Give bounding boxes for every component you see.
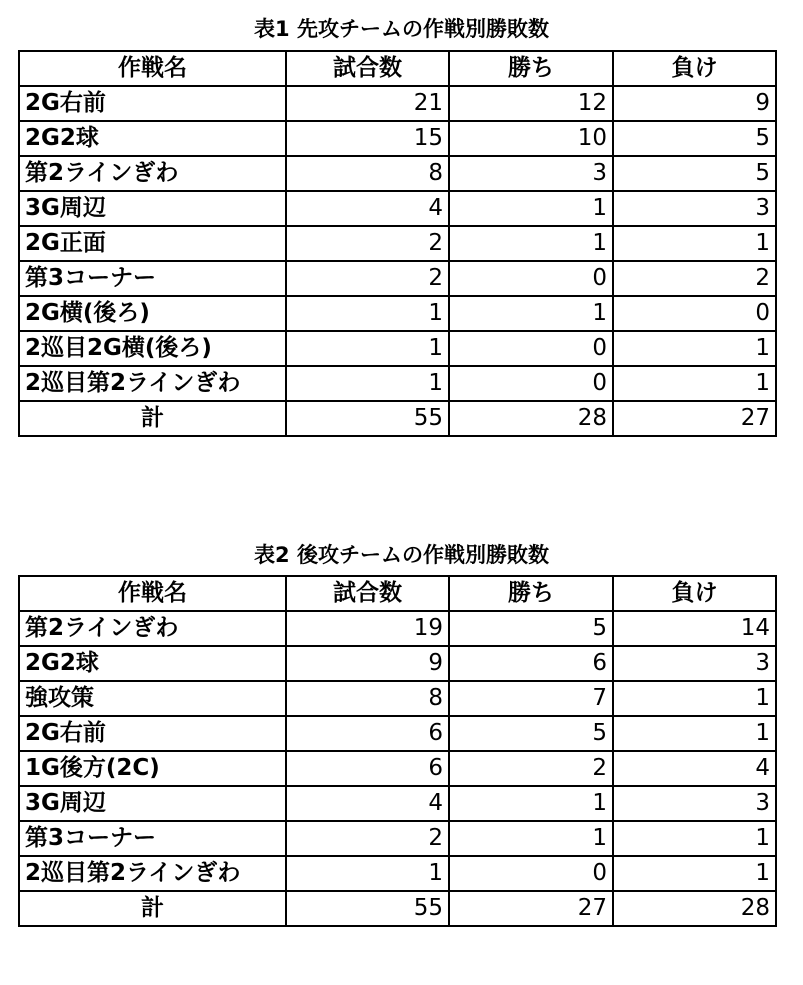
games-cell: 19 — [286, 611, 449, 646]
losses-cell: 1 — [613, 331, 776, 366]
losses-cell: 9 — [613, 86, 776, 121]
table-row — [19, 786, 776, 821]
table2 — [18, 575, 777, 927]
games-cell: 1 — [286, 856, 449, 891]
losses-cell: 4 — [613, 751, 776, 786]
strategy-name-cell: 第2ラインぎわ — [19, 156, 286, 191]
strategy-name-cell: 1G後方(2C) — [19, 751, 286, 786]
games-cell: 2 — [286, 226, 449, 261]
strategy-name-cell: 2G正面 — [19, 226, 286, 261]
losses-cell: 3 — [613, 786, 776, 821]
header-losses: 負け — [613, 576, 776, 611]
header-wins: 勝ち — [449, 51, 613, 86]
wins-cell: 0 — [449, 261, 613, 296]
total-row — [19, 401, 776, 436]
wins-cell: 3 — [449, 156, 613, 191]
header-row — [19, 51, 776, 86]
losses-cell: 1 — [613, 681, 776, 716]
strategy-name-cell: 2巡目第2ラインぎわ — [19, 366, 286, 401]
games-cell: 2 — [286, 261, 449, 296]
table-row — [19, 331, 776, 366]
strategy-name-cell: 2G横(後ろ) — [19, 296, 286, 331]
table-row — [19, 191, 776, 226]
table1-caption: 表1 先攻チームの作戦別勝敗数 — [254, 17, 549, 41]
strategy-name-cell: 2巡目2G横(後ろ) — [19, 331, 286, 366]
wins-cell: 7 — [449, 681, 613, 716]
losses-cell: 1 — [613, 226, 776, 261]
games-cell: 6 — [286, 716, 449, 751]
losses-total: 28 — [613, 891, 776, 926]
games-cell: 1 — [286, 331, 449, 366]
losses-cell: 3 — [613, 646, 776, 681]
wins-cell: 0 — [449, 856, 613, 891]
strategy-name-cell: 第2ラインぎわ — [19, 611, 286, 646]
table-row — [19, 156, 776, 191]
losses-cell: 0 — [613, 296, 776, 331]
table-row — [19, 646, 776, 681]
table-row — [19, 261, 776, 296]
losses-total: 27 — [613, 401, 776, 436]
games-cell: 1 — [286, 296, 449, 331]
games-cell: 15 — [286, 121, 449, 156]
losses-cell: 1 — [613, 366, 776, 401]
header-games: 試合数 — [286, 51, 449, 86]
table2-caption: 表2 後攻チームの作戦別勝敗数 — [254, 543, 549, 567]
wins-cell: 12 — [449, 86, 613, 121]
wins-total: 28 — [449, 401, 613, 436]
header-row — [19, 576, 776, 611]
losses-cell: 2 — [613, 261, 776, 296]
games-cell: 2 — [286, 821, 449, 856]
wins-cell: 1 — [449, 821, 613, 856]
header-losses: 負け — [613, 51, 776, 86]
header-strategy-name: 作戦名 — [19, 51, 286, 86]
strategy-name-cell: 強攻策 — [19, 681, 286, 716]
total-label: 計 — [19, 891, 286, 926]
strategy-name-cell: 第3コーナー — [19, 261, 286, 296]
table-row — [19, 226, 776, 261]
games-total: 55 — [286, 891, 449, 926]
games-cell: 8 — [286, 156, 449, 191]
wins-cell: 5 — [449, 716, 613, 751]
table-row — [19, 296, 776, 331]
games-cell: 4 — [286, 191, 449, 226]
wins-cell: 6 — [449, 646, 613, 681]
losses-cell: 1 — [613, 856, 776, 891]
wins-cell: 1 — [449, 296, 613, 331]
wins-cell: 1 — [449, 191, 613, 226]
strategy-name-cell: 第3コーナー — [19, 821, 286, 856]
table-row — [19, 611, 776, 646]
wins-total: 27 — [449, 891, 613, 926]
strategy-name-cell: 2巡目第2ラインぎわ — [19, 856, 286, 891]
header-games: 試合数 — [286, 576, 449, 611]
losses-cell: 1 — [613, 821, 776, 856]
games-cell: 4 — [286, 786, 449, 821]
table-row — [19, 121, 776, 156]
losses-cell: 5 — [613, 156, 776, 191]
total-row — [19, 891, 776, 926]
strategy-name-cell: 2G2球 — [19, 121, 286, 156]
table-row — [19, 751, 776, 786]
games-cell: 9 — [286, 646, 449, 681]
strategy-name-cell: 3G周辺 — [19, 786, 286, 821]
strategy-name-cell: 2G2球 — [19, 646, 286, 681]
wins-cell: 0 — [449, 366, 613, 401]
games-cell: 6 — [286, 751, 449, 786]
games-cell: 1 — [286, 366, 449, 401]
table-row — [19, 821, 776, 856]
total-label: 計 — [19, 401, 286, 436]
table-row — [19, 856, 776, 891]
games-total: 55 — [286, 401, 449, 436]
wins-cell: 5 — [449, 611, 613, 646]
table-row — [19, 86, 776, 121]
table-row — [19, 366, 776, 401]
losses-cell: 1 — [613, 716, 776, 751]
strategy-name-cell: 2G右前 — [19, 716, 286, 751]
header-wins: 勝ち — [449, 576, 613, 611]
wins-cell: 2 — [449, 751, 613, 786]
wins-cell: 1 — [449, 226, 613, 261]
games-cell: 21 — [286, 86, 449, 121]
losses-cell: 3 — [613, 191, 776, 226]
table-row — [19, 681, 776, 716]
games-cell: 8 — [286, 681, 449, 716]
header-strategy-name: 作戦名 — [19, 576, 286, 611]
losses-cell: 14 — [613, 611, 776, 646]
losses-cell: 5 — [613, 121, 776, 156]
wins-cell: 10 — [449, 121, 613, 156]
table1 — [18, 50, 777, 437]
strategy-name-cell: 2G右前 — [19, 86, 286, 121]
wins-cell: 1 — [449, 786, 613, 821]
table-row — [19, 716, 776, 751]
wins-cell: 0 — [449, 331, 613, 366]
strategy-name-cell: 3G周辺 — [19, 191, 286, 226]
